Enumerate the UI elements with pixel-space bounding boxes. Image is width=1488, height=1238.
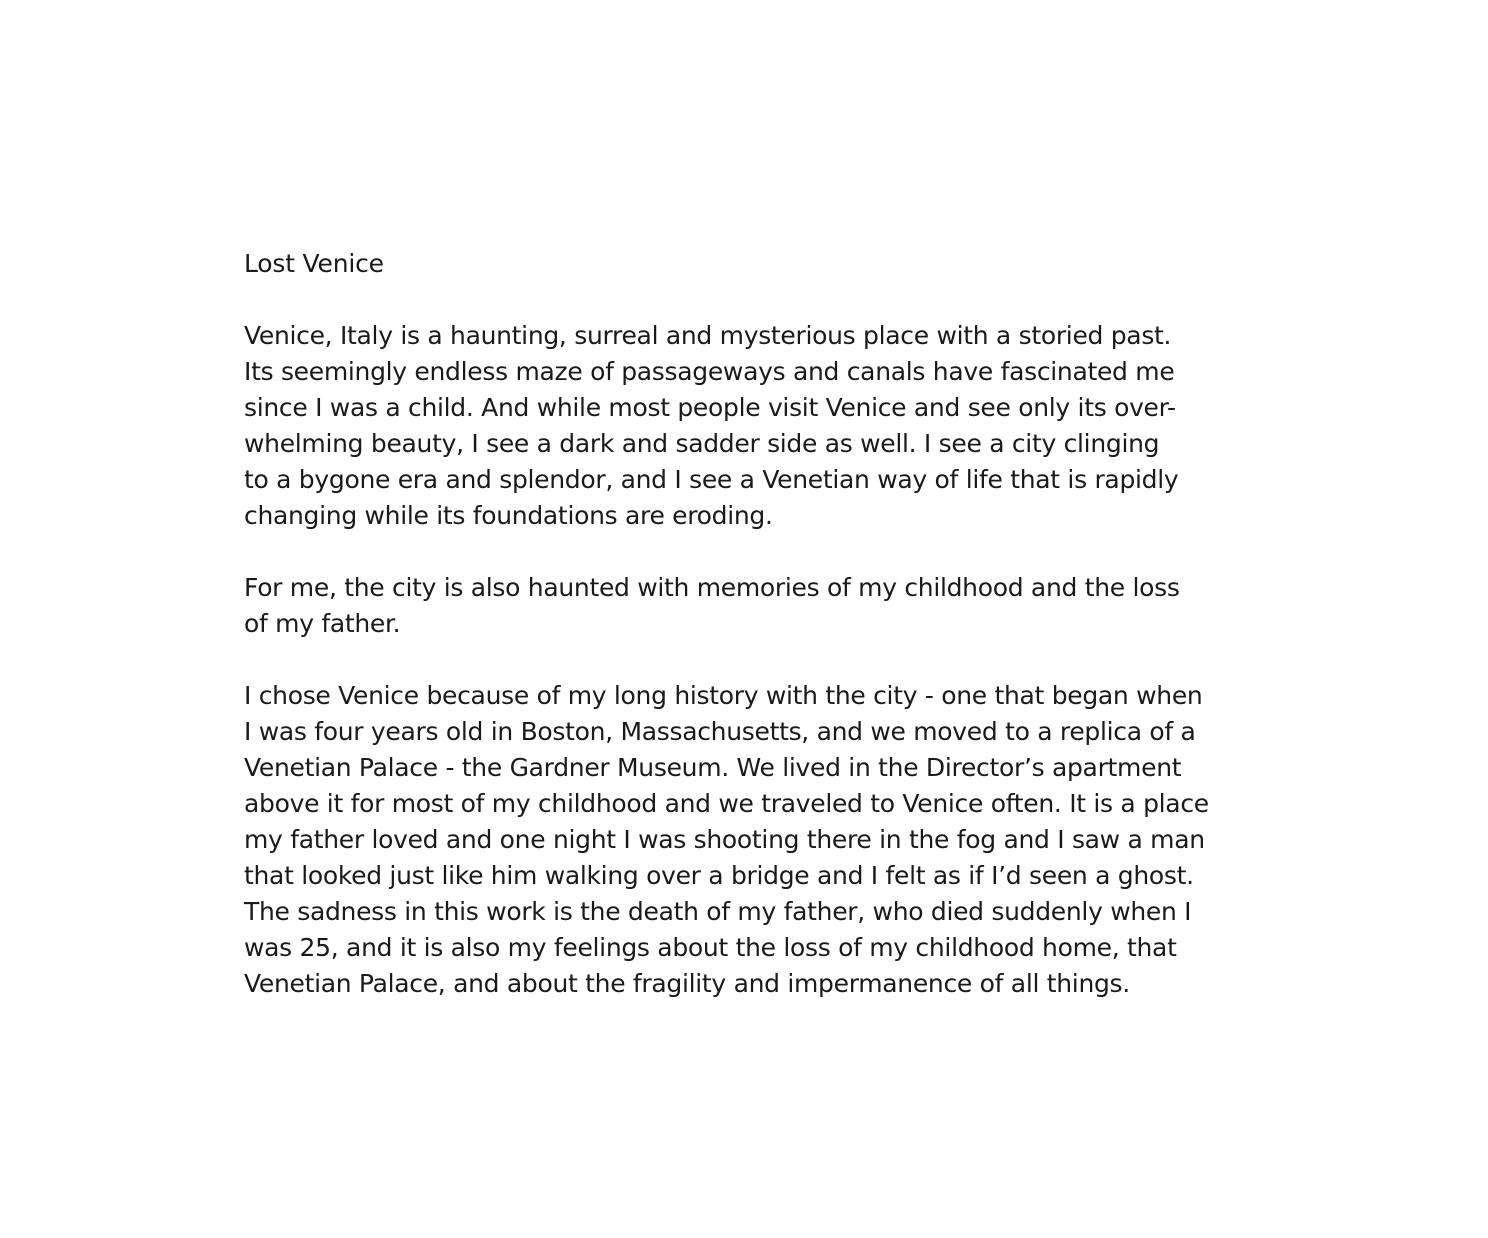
- paragraph-line: of my father.: [244, 609, 401, 638]
- paragraph-line: Venice, Italy is a haunting, surreal and mysterious place with a storied past.: [244, 321, 1172, 350]
- paragraph-line: Its seemingly endless maze of passageways and canals have fascinated me: [244, 357, 1175, 386]
- paragraph-line: was 25, and it is also my feelings about the loss of my childhood home, that: [244, 933, 1177, 962]
- paragraph-line: The sadness in this work is the death of my father, who died suddenly when I: [244, 897, 1192, 926]
- paragraph-memories: [244, 570, 1284, 642]
- paragraph-line: whelming beauty, I see a dark and sadder side as well. I see a city clinging: [244, 429, 1160, 458]
- paragraph-line: that looked just like him walking over a bridge and I felt as if I’d seen a ghost.: [244, 861, 1194, 890]
- paragraph-line: I was four years old in Boston, Massachusetts, and we moved to a replica of a: [244, 717, 1196, 746]
- paragraph-line: Venetian Palace - the Gardner Museum. We lived in the Director’s apartment: [244, 753, 1182, 782]
- paragraph-line: For me, the city is also haunted with memories of my childhood and the loss: [244, 573, 1180, 602]
- paragraph-line: changing while its foundations are eroding.: [244, 501, 773, 530]
- document-title: Lost Venice: [244, 249, 384, 278]
- paragraph-line: above it for most of my childhood and we traveled to Venice often. It is a place: [244, 789, 1209, 818]
- paragraph-intro: [244, 318, 1284, 534]
- paragraph-line: Venetian Palace, and about the fragility and impermanence of all things.: [244, 969, 1130, 998]
- paragraph-line: I chose Venice because of my long history with the city - one that began when: [244, 681, 1203, 710]
- document-body: [244, 246, 1284, 1038]
- paragraph-line: my father loved and one night I was shooting there in the fog and I saw a man: [244, 825, 1205, 854]
- paragraph-history: [244, 678, 1284, 1002]
- paragraph-line: since I was a child. And while most people visit Venice and see only its over-: [244, 393, 1176, 422]
- paragraph-line: to a bygone era and splendor, and I see a Venetian way of life that is rapidly: [244, 465, 1179, 494]
